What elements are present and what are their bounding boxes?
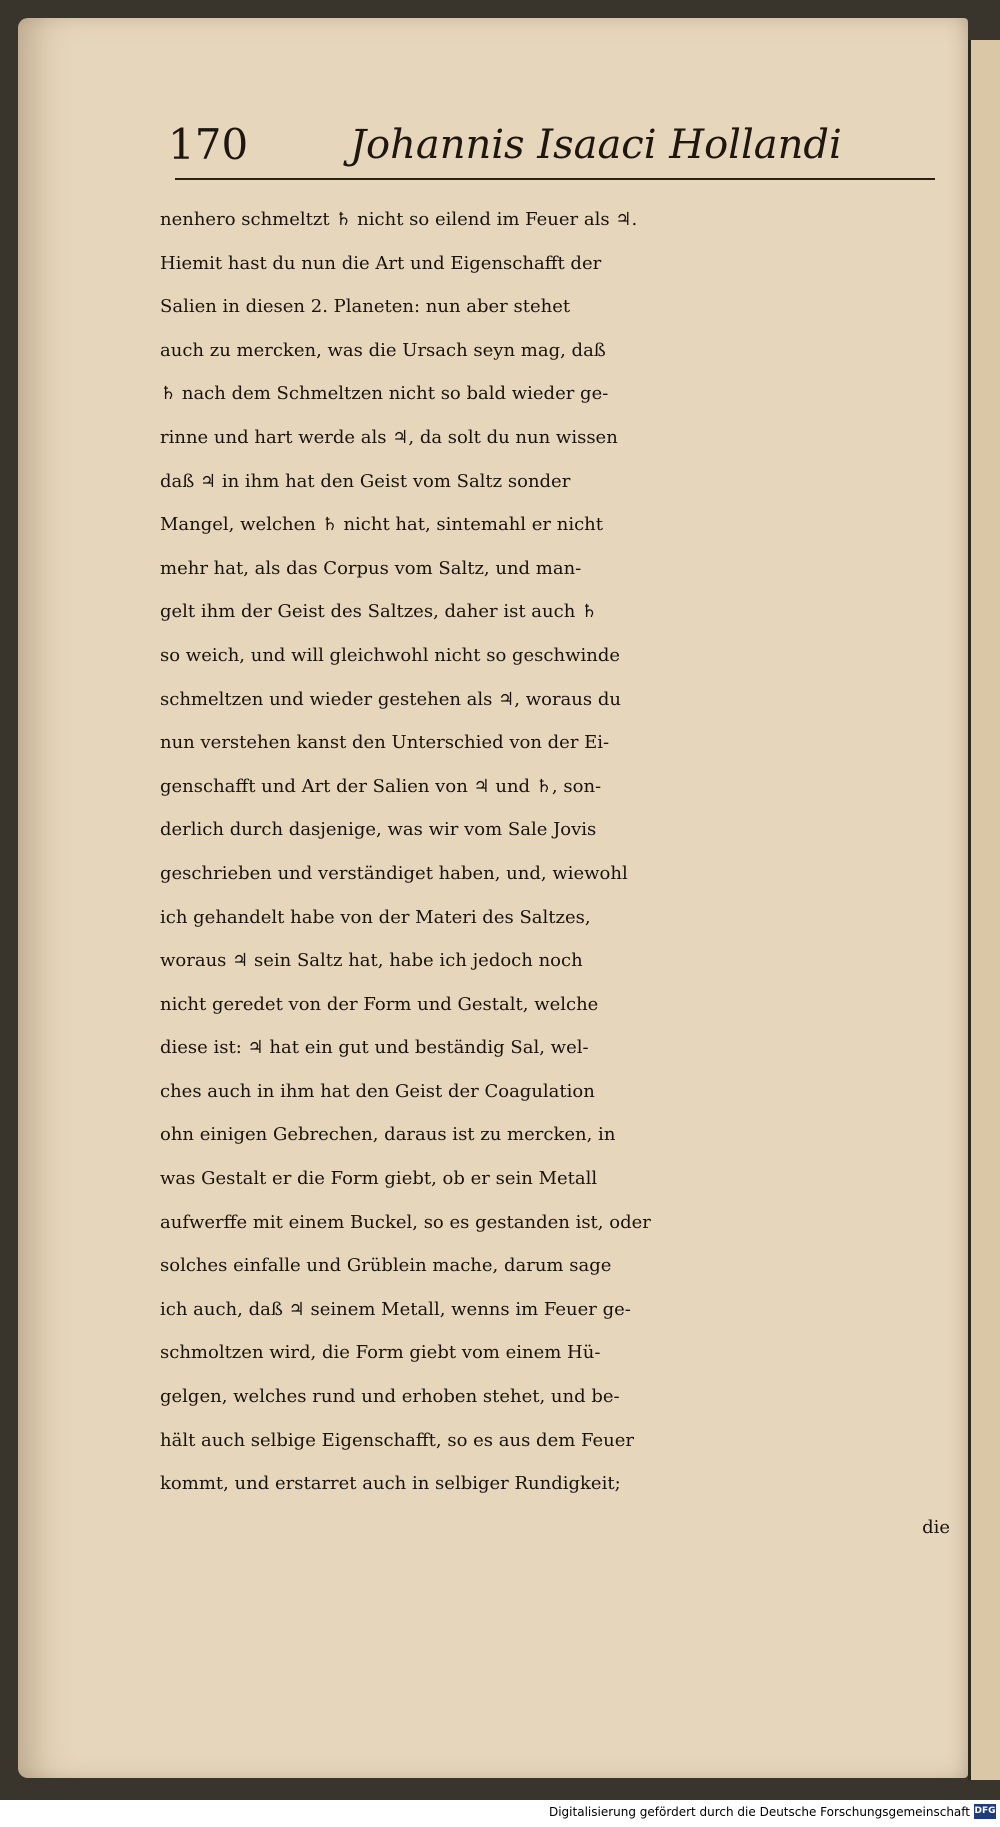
text-line: nun verstehen kanst den Unterschied von der Ei- bbox=[160, 732, 610, 754]
adjacent-page-edge bbox=[968, 40, 1000, 1780]
page-header bbox=[160, 120, 950, 170]
text-line: so weich, und will gleichwohl nicht so geschwinde bbox=[160, 644, 621, 666]
text-line: gelt ihm der Geist des Saltzes, daher ist auch ♄ bbox=[160, 601, 598, 623]
text-line: mehr hat, als das Corpus vom Saltz, und man- bbox=[160, 557, 582, 579]
footer-bar bbox=[0, 1800, 1000, 1827]
text-line: aufwerffe mit einem Buckel, so es gestanden ist, oder bbox=[160, 1211, 651, 1233]
text-line: ohn einigen Gebrechen, daraus ist zu mercken, in bbox=[160, 1124, 616, 1146]
text-line: schmeltzen und wieder gestehen als ♃, woraus du bbox=[160, 688, 621, 710]
text-line: solches einfalle und Grüblein mache, darum sage bbox=[160, 1255, 612, 1277]
text-line: ich gehandelt habe von der Materi des Saltzes, bbox=[160, 906, 591, 928]
text-line: ♄ nach dem Schmeltzen nicht so bald wieder ge- bbox=[160, 383, 609, 405]
text-line: nicht geredet von der Form und Gestalt, welche bbox=[160, 993, 599, 1015]
text-line: derlich durch dasjenige, was wir vom Sale Jovis bbox=[160, 819, 597, 841]
text-line: geschrieben und verständiget haben, und, wiewohl bbox=[160, 862, 628, 884]
text-line: genschafft und Art der Salien von ♃ und ♄, son- bbox=[160, 775, 602, 797]
catchword: die bbox=[922, 1516, 950, 1538]
text-line: woraus ♃ sein Saltz hat, habe ich jedoch noch bbox=[160, 950, 583, 972]
text-line: ich auch, daß ♃ seinem Metall, wenns im Feuer ge- bbox=[160, 1298, 631, 1320]
running-head: Johannis Isaaci Hollandi bbox=[350, 122, 842, 168]
dfg-logo: DFG bbox=[974, 1804, 996, 1819]
text-line: ches auch in ihm hat den Geist der Coagulation bbox=[160, 1080, 595, 1102]
page-number: 170 bbox=[168, 120, 249, 169]
text-line: diese ist: ♃ hat ein gut und beständig Sal, wel- bbox=[160, 1037, 589, 1059]
text-line: Mangel, welchen ♄ nicht hat, sintemahl er nicht bbox=[160, 514, 604, 536]
text-line: kommt, und erstarret auch in selbiger Rundigkeit; bbox=[160, 1473, 621, 1495]
text-line: was Gestalt er die Form giebt, ob er sein Metall bbox=[160, 1168, 598, 1190]
text-line: auch zu mercken, was die Ursach seyn mag, daß bbox=[160, 339, 606, 361]
text-line: hält auch selbige Eigenschafft, so es aus dem Feuer bbox=[160, 1429, 635, 1451]
funding-credit: Digitalisierung gefördert durch die Deutsche Forschungsgemeinschaft bbox=[548, 1805, 970, 1819]
text-line: daß ♃ in ihm hat den Geist vom Saltz sonder bbox=[160, 470, 571, 492]
body-text bbox=[160, 198, 950, 1549]
text-line: Hiemit hast du nun die Art und Eigenschafft der bbox=[160, 252, 602, 274]
text-line: Salien in diesen 2. Planeten: nun aber stehet bbox=[160, 296, 571, 318]
text-line: nenhero schmeltzt ♄ nicht so eilend im Feuer als ♃. bbox=[160, 209, 638, 230]
header-rule bbox=[175, 178, 935, 180]
text-line: rinne und hart werde als ♃, da solt du nun wissen bbox=[160, 426, 618, 448]
text-line: gelgen, welches rund und erhoben stehet, und be- bbox=[160, 1386, 620, 1408]
text-line: schmoltzen wird, die Form giebt vom einem Hü- bbox=[160, 1342, 601, 1364]
